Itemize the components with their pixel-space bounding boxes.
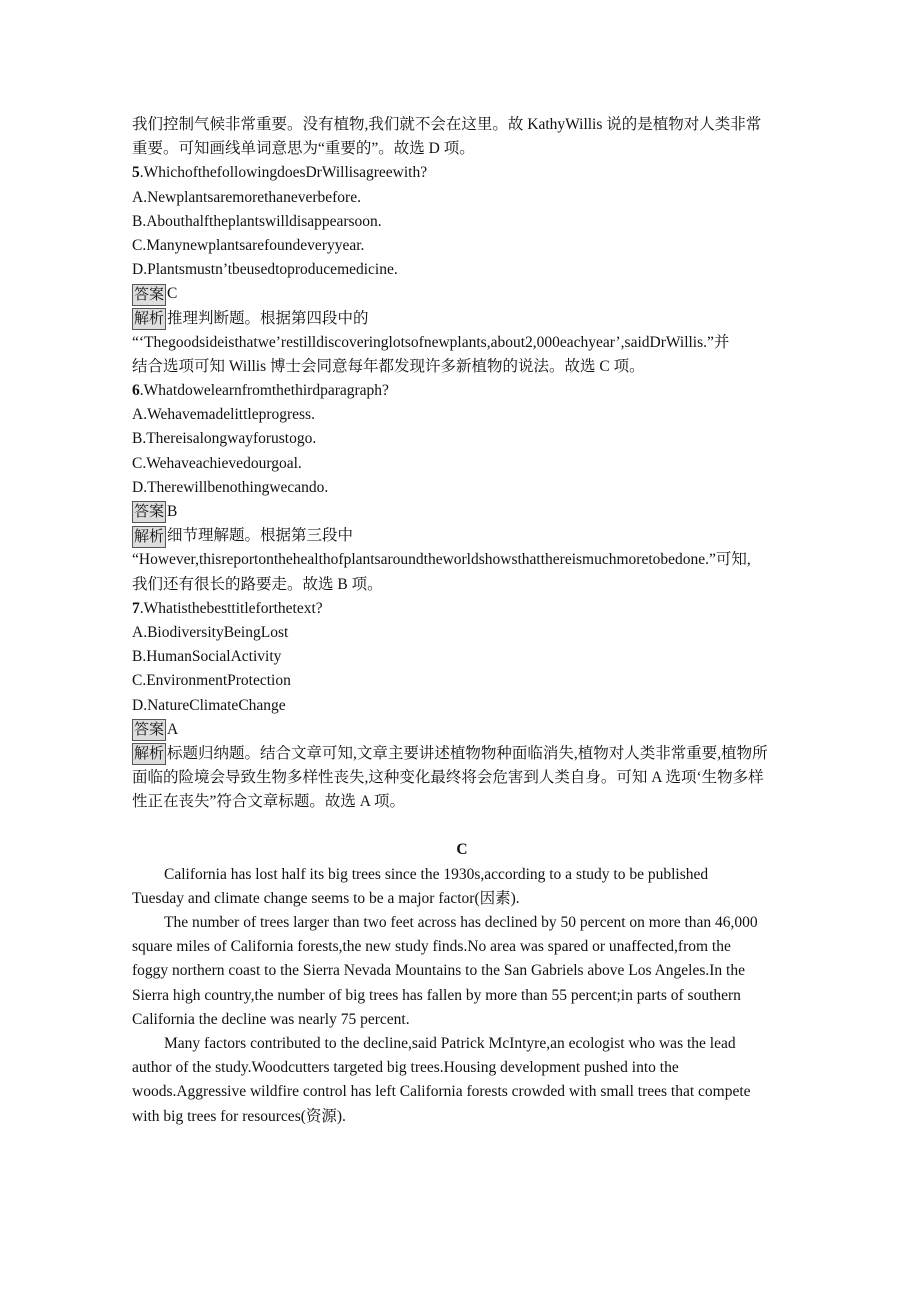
option-b: B.HumanSocialActivity: [132, 648, 282, 666]
analysis-line: [132, 742, 792, 766]
option-a: A.BiodiversityBeingLost: [132, 623, 289, 641]
section-c: [132, 838, 792, 1128]
question-text: .WhichofthefollowingdoesDrWillisagreewith?: [139, 164, 428, 182]
analysis-text: 标题归纳题。结合文章可知,文章主要讲述植物物种面临消失,植物对人类非常重要,植物所: [167, 744, 768, 762]
text-line: woods.Aggressive wildfire control has left California forests crowded with small trees that compete: [132, 1083, 751, 1101]
question-text: .Whatdowelearnfromthethirdparagraph?: [139, 382, 389, 400]
analysis-text: 性正在丧失”符合文章标题。故选 A 项。: [132, 793, 405, 811]
analysis-line: [132, 355, 792, 379]
analysis-line: [132, 573, 792, 597]
question-stem: [132, 379, 792, 403]
question-list: [132, 161, 792, 814]
question-text: .Whatisthebesttitleforthetext?: [139, 599, 323, 617]
analysis-label: 解析: [132, 743, 166, 765]
text-line: author of the study.Woodcutters targeted big trees.Housing development pushed into the: [132, 1059, 679, 1077]
analysis-text: 细节理解题。根据第三段中: [167, 527, 354, 545]
analysis-line: [132, 766, 792, 790]
option-a: A.Wehavemadelittleprogress.: [132, 406, 315, 424]
option-c: C.Manynewplantsarefoundeveryyear.: [132, 236, 365, 254]
text-line: foggy northern coast to the Sierra Nevada Mountains to the San Gabriels above Los Angeles.In the: [132, 962, 745, 980]
analysis-line: [132, 331, 792, 355]
answer-label: 答案: [132, 501, 166, 523]
document-page: [132, 113, 792, 1129]
paragraph: [132, 911, 792, 1032]
answer-label: 答案: [132, 719, 166, 741]
answer-label: 答案: [132, 284, 166, 306]
option-a: A.Newplantsaremorethaneverbefore.: [132, 188, 361, 206]
option-d: D.Therewillbenothingwecando.: [132, 478, 329, 496]
paragraph: [132, 863, 792, 911]
analysis-text: 推理判断题。根据第四段中的: [167, 309, 369, 327]
answer-value: B: [167, 503, 178, 520]
text-line: Sierra high country,the number of big trees has fallen by more than 55 percent;in parts of southern: [132, 986, 741, 1004]
analysis-text: 我们还有很长的路要走。故选 B 项。: [132, 575, 383, 593]
option-c: C.EnvironmentProtection: [132, 672, 291, 690]
q4-analysis-tail: [132, 113, 792, 161]
option-d: D.Plantsmustn’tbeusedtoproducemedicine.: [132, 261, 398, 279]
text-line: 重要。可知画线单词意思为“重要的”。故选 D 项。: [132, 140, 475, 158]
analysis-text: 面临的险境会导致生物多样性丧失,这种变化最终将会危害到人类自身。可知 A 选项‘生物多样: [132, 769, 764, 787]
section-title: C: [456, 841, 468, 859]
text-line: Tuesday and climate change seems to be a major factor(因素).: [132, 889, 520, 907]
question-7: [132, 597, 792, 815]
answer-line: [132, 282, 792, 306]
answer-line: [132, 718, 792, 742]
paragraph: [132, 1032, 792, 1129]
question-stem: [132, 597, 792, 621]
analysis-line: [132, 548, 792, 572]
text-line: with big trees for resources(资源).: [132, 1107, 346, 1125]
question-number: 5: [132, 164, 140, 182]
question-number: 7: [132, 599, 140, 617]
text-line: square miles of California forests,the new study finds.No area was spared or unaffected,from the: [132, 938, 731, 956]
analysis-line: [132, 524, 792, 548]
analysis-label: 解析: [132, 526, 166, 548]
question-stem: [132, 161, 792, 185]
text-line: California has lost half its big trees since the 1930s,according to a study to be published: [164, 865, 709, 883]
answer-value: C: [167, 285, 178, 303]
text-line: 我们控制气候非常重要。没有植物,我们就不会在这里。故 KathyWillis 说的是植物对人类非常: [132, 116, 762, 133]
text-line: California the decline was nearly 75 percent.: [132, 1010, 410, 1028]
option-c: C.Wehaveachievedourgoal.: [132, 454, 302, 472]
analysis-line: [132, 790, 792, 814]
question-6: [132, 379, 792, 597]
option-d: D.NatureClimateChange: [132, 696, 286, 714]
question-5: [132, 161, 792, 379]
answer-value: A: [167, 720, 179, 738]
question-number: 6: [132, 382, 140, 400]
analysis-label: 解析: [132, 308, 166, 330]
text-line: Many factors contributed to the decline,said Patrick McIntyre,an ecologist who was the lead: [164, 1034, 736, 1052]
analysis-text: 结合选项可知 Willis 博士会同意每年都发现许多新植物的说法。故选 C 项。: [132, 357, 645, 375]
option-b: B.Thereisalongwayforustogo.: [132, 430, 317, 448]
option-b: B.Abouthalftheplantswilldisappearsoon.: [132, 212, 382, 230]
answer-line: [132, 500, 792, 524]
analysis-text: “‘Thegoodsideisthatwe’restilldiscoveringlotsofnewplants,about2,000eachyear’,saidDrWillis.”并: [132, 333, 730, 351]
analysis-text: “However,thisreportonthehealthofplantsaroundtheworldshowsthatthereismuchmoretobedone.”可知,: [132, 551, 751, 569]
text-line: The number of trees larger than two feet across has declined by 50 percent on more than 46,000: [164, 914, 758, 931]
analysis-line: [132, 307, 792, 331]
